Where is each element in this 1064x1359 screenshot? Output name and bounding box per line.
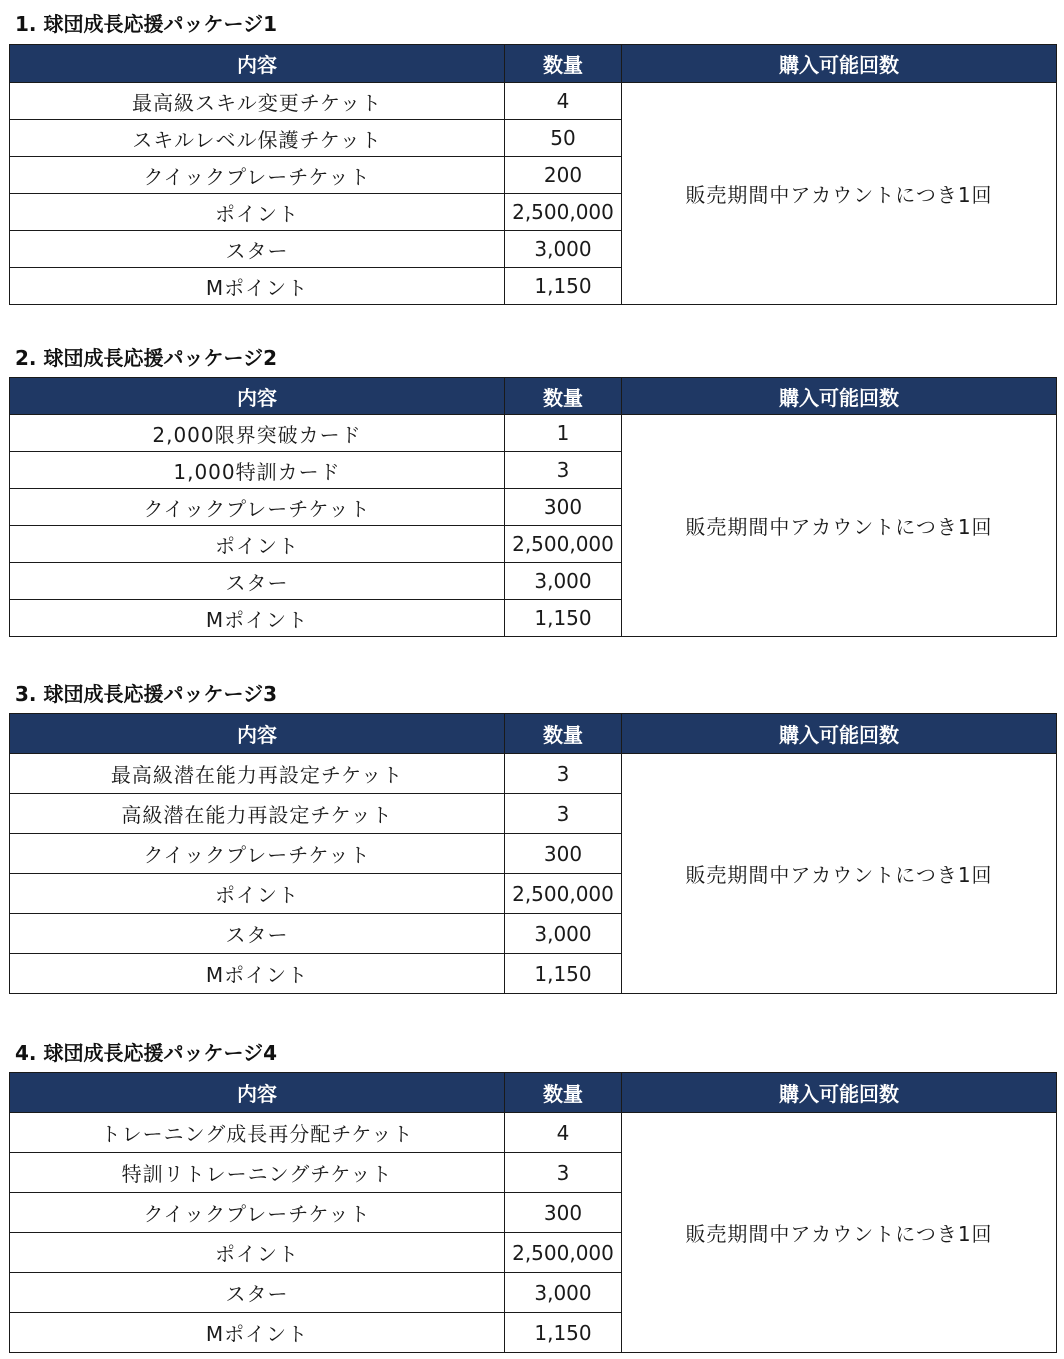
header-quantity: 数量 [505, 45, 622, 83]
item-quantity: 1,150 [505, 1313, 622, 1353]
item-name: 2,000限界突破カード [10, 415, 505, 452]
item-name: クイックプレーチケット [10, 157, 505, 194]
package-table [9, 1072, 1057, 1353]
item-name: 高級潜在能力再設定チケット [10, 794, 505, 834]
package-table [9, 44, 1057, 305]
item-name: Mポイント [10, 600, 505, 637]
table-header-row [10, 1073, 1057, 1113]
item-name: スター [10, 563, 505, 600]
item-quantity: 3,000 [505, 914, 622, 954]
item-name: 最高級スキル変更チケット [10, 83, 505, 120]
item-name: 1,000特訓カード [10, 452, 505, 489]
item-quantity: 3,000 [505, 563, 622, 600]
item-name: 特訓リトレーニングチケット [10, 1153, 505, 1193]
item-name: トレーニング成長再分配チケット [10, 1113, 505, 1153]
item-name: Mポイント [10, 268, 505, 305]
header-purchase-limit: 購入可能回数 [622, 1073, 1057, 1113]
item-name: スター [10, 231, 505, 268]
item-name: クイックプレーチケット [10, 834, 505, 874]
header-purchase-limit: 購入可能回数 [622, 714, 1057, 754]
item-quantity: 2,500,000 [505, 1233, 622, 1273]
item-name: ポイント [10, 874, 505, 914]
item-name: スター [10, 914, 505, 954]
item-quantity: 2,500,000 [505, 194, 622, 231]
header-content: 内容 [10, 1073, 505, 1113]
item-quantity: 200 [505, 157, 622, 194]
item-quantity: 1,150 [505, 954, 622, 994]
item-quantity: 300 [505, 834, 622, 874]
table-row [10, 754, 1057, 794]
header-quantity: 数量 [505, 1073, 622, 1113]
header-content: 内容 [10, 714, 505, 754]
item-name: ポイント [10, 194, 505, 231]
table-header-row [10, 45, 1057, 83]
item-name: スター [10, 1273, 505, 1313]
table-header-row [10, 714, 1057, 754]
item-quantity: 4 [505, 83, 622, 120]
item-name: ポイント [10, 1233, 505, 1273]
item-quantity: 1,150 [505, 600, 622, 637]
item-name: ポイント [10, 526, 505, 563]
header-purchase-limit: 購入可能回数 [622, 45, 1057, 83]
package-table [9, 713, 1057, 994]
purchase-limit: 販売期間中アカウントにつき1回 [622, 415, 1057, 637]
item-quantity: 300 [505, 489, 622, 526]
item-quantity: 3,000 [505, 1273, 622, 1313]
package-title: 3. 球団成長応援パッケージ3 [15, 682, 277, 706]
item-name: Mポイント [10, 954, 505, 994]
item-name: Mポイント [10, 1313, 505, 1353]
table-header-row [10, 378, 1057, 415]
item-quantity: 2,500,000 [505, 874, 622, 914]
header-content: 内容 [10, 378, 505, 415]
item-quantity: 1,150 [505, 268, 622, 305]
item-name: クイックプレーチケット [10, 489, 505, 526]
item-quantity: 3 [505, 1153, 622, 1193]
table-row [10, 1113, 1057, 1153]
item-quantity: 3 [505, 794, 622, 834]
item-name: 最高級潜在能力再設定チケット [10, 754, 505, 794]
item-quantity: 300 [505, 1193, 622, 1233]
purchase-limit: 販売期間中アカウントにつき1回 [622, 1113, 1057, 1353]
header-quantity: 数量 [505, 714, 622, 754]
item-quantity: 3,000 [505, 231, 622, 268]
item-quantity: 4 [505, 1113, 622, 1153]
package-title: 4. 球団成長応援パッケージ4 [15, 1041, 277, 1065]
table-row [10, 415, 1057, 452]
item-name: スキルレベル保護チケット [10, 120, 505, 157]
header-content: 内容 [10, 45, 505, 83]
package-title: 1. 球団成長応援パッケージ1 [15, 12, 277, 36]
header-purchase-limit: 購入可能回数 [622, 378, 1057, 415]
item-quantity: 3 [505, 452, 622, 489]
item-quantity: 1 [505, 415, 622, 452]
item-quantity: 3 [505, 754, 622, 794]
purchase-limit: 販売期間中アカウントにつき1回 [622, 83, 1057, 305]
purchase-limit: 販売期間中アカウントにつき1回 [622, 754, 1057, 994]
item-quantity: 2,500,000 [505, 526, 622, 563]
package-table [9, 377, 1057, 637]
item-name: クイックプレーチケット [10, 1193, 505, 1233]
package-title: 2. 球団成長応援パッケージ2 [15, 346, 277, 370]
header-quantity: 数量 [505, 378, 622, 415]
item-quantity: 50 [505, 120, 622, 157]
table-row [10, 83, 1057, 120]
